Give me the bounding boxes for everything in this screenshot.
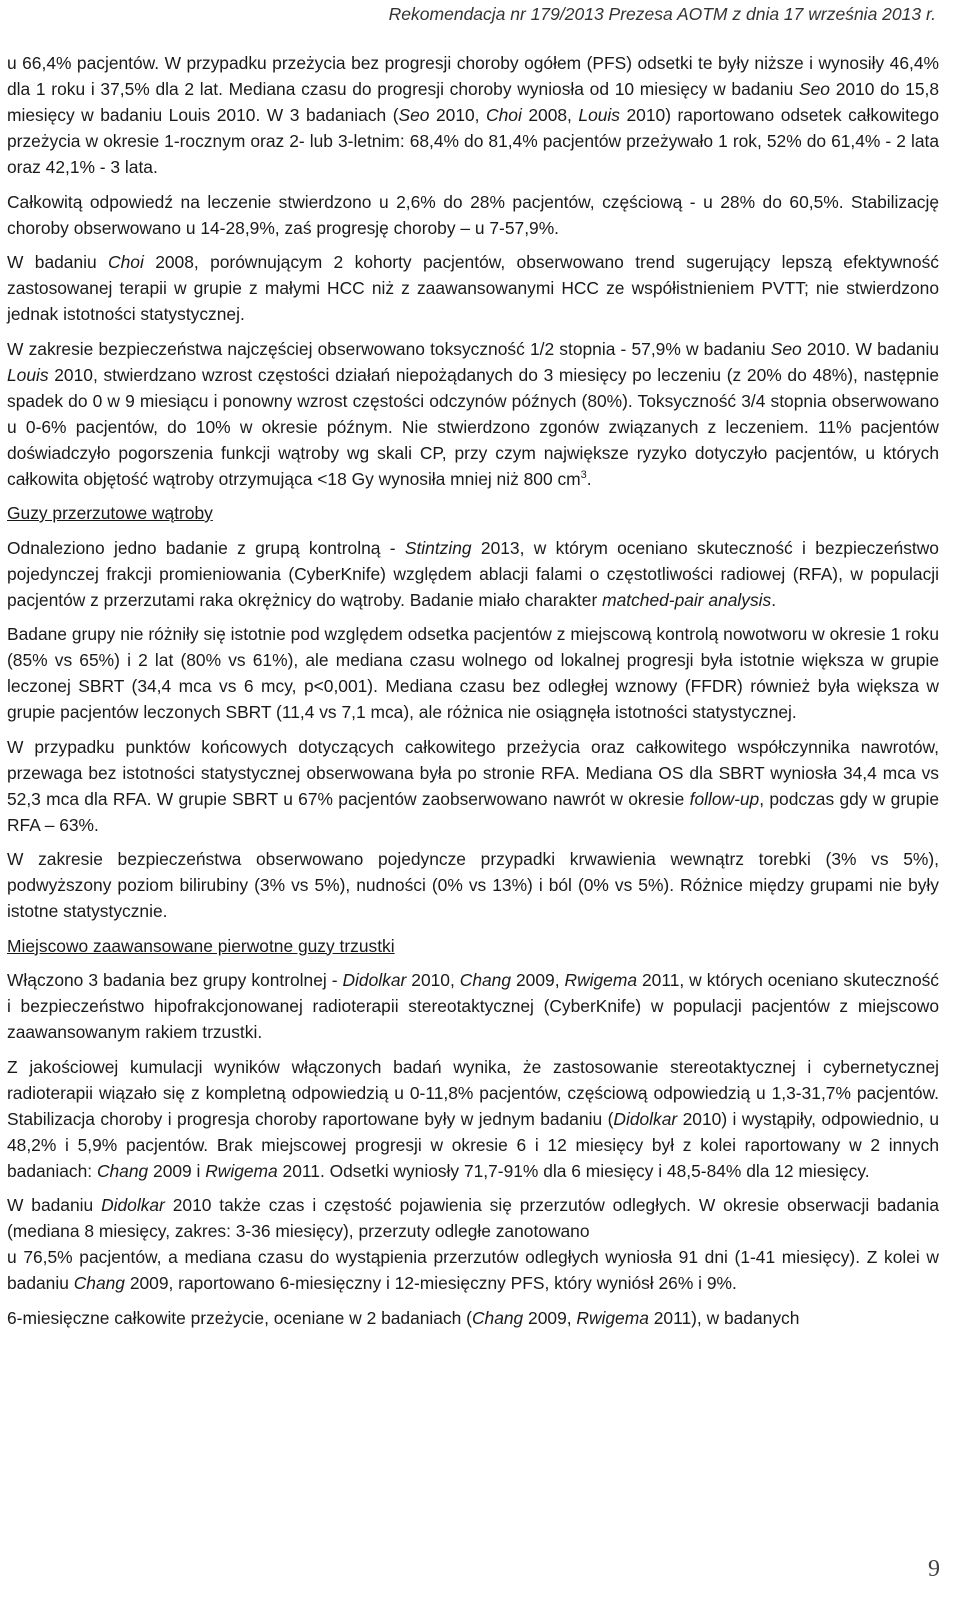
text-segment: Miejscowo zaawansowane pierwotne guzy trzustki xyxy=(7,935,395,956)
running-header: Rekomendacja nr 179/2013 Prezesa AOTM z dnia 17 września 2013 r. xyxy=(388,4,936,24)
paragraph xyxy=(7,967,939,1045)
italic-text: Rwigema xyxy=(564,970,637,990)
text-segment: . xyxy=(586,468,592,489)
text-segment: Całkowitą odpowiedź na leczenie stwierdzono u 2,6% do 28% pacjentów, częściową - u 28% do 60,5%. Stabilizację choroby obserwowano u 14-28,9%, zaś progresję choroby – u 7-57,9%. xyxy=(7,191,939,238)
paragraph xyxy=(7,1192,939,1296)
text-segment: Badane grupy nie różniły się istotnie pod względem odsetka pacjentów z miejscową kontrolą nowotworu w okresie 1 roku (85% vs 65%) i 2 lat (80% vs 61%), ale mediana czasu wolnego od lokalnej progresji była istotnie większa w grupie leczonej SBRT (34,4 mca vs 6 mcy, p<0,001). Mediana czasu bez odległej wznowy (FFDR) również była większa w grupie pacjentów leczonych SBRT (11,4 vs 7,1 mca), ale różnica nie osiągnęła istotności statystycznej. xyxy=(7,624,939,722)
text-segment: W badaniu xyxy=(7,1195,102,1215)
paragraph xyxy=(7,621,939,725)
text-segment: Włączono 3 badania bez grupy kontrolnej - xyxy=(7,970,343,990)
italic-text: Didolkar xyxy=(613,1108,678,1129)
italic-text: Chang xyxy=(459,970,512,990)
document-body xyxy=(7,50,939,1339)
text-segment: 2010) i wystąpiły, odpowiednio, u 48,2% i 5,9% pacjentów. Brak miejscowej progresji w okresie 6 i 12 miesięcy był z kolei raportowany w 2 innych badaniach: xyxy=(7,1108,939,1181)
section-heading xyxy=(7,500,939,526)
italic-text: Stintzing xyxy=(404,537,472,558)
text-segment: 2011), w badanych xyxy=(648,1307,800,1328)
text-segment: W przypadku punktów końcowych dotyczących całkowitego przeżycia oraz całkowitego współczynnika nawrotów, przewaga bez istotności statystycznej obserwowana była po stronie RFA. Mediana OS dla SBRT wyniosła 34,4 mca vs 52,3 mca dla RFA. W grupie SBRT u 67% pacjentów zaobserwowano nawrót w okresie xyxy=(7,736,939,809)
paragraph xyxy=(7,1305,939,1331)
italic-text: Chang xyxy=(96,1160,149,1181)
paragraph xyxy=(7,734,939,838)
text-segment: 2009, xyxy=(511,970,565,990)
text-segment: 2010. W badaniu xyxy=(801,338,939,359)
text-segment: W zakresie bezpieczeństwa najczęściej obserwowano toksyczność 1/2 stopnia - 57,9% w badaniu xyxy=(7,338,771,359)
italic-text: Seo xyxy=(799,79,830,99)
italic-text: Louis xyxy=(7,364,49,385)
text-segment: 2010, xyxy=(406,970,460,990)
italic-text: matched-pair analysis xyxy=(602,589,772,610)
text-segment: 2008, porównującym 2 kohorty pacjentów, obserwowano trend sugerujący lepszą efektywność zastosowanej terapii w grupie z małymi HCC niż z zaawansowanymi HCC ze współistnieniem PVTT; nie stwierdzono jednak istotności statystycznej. xyxy=(7,252,939,324)
text-segment: 2010 także czas i częstość pojawienia się przerzutów odległych. W okresie obserwacji badania (mediana 8 miesięcy, zakres: 3-36 miesięcy), przerzuty odległe zanotowano xyxy=(7,1195,939,1241)
text-segment: 2010, stwierdzano wzrost częstości działań niepożądanych do 3 miesięcy po leczeniu (z 20% do 48%), następnie spadek do 0 w 9 miesiącu i ponowny wzrost częstości odczynów późnych (80%). Toksyczność 3/4 stopnia obserwowano u 0-6% pacjentów, do 10% w okresie późnym. Nie stwierdzono zgonów związanych z leczeniem. 11% pacjentów doświadczyło pogorszenia funkcji wątroby wg skali CP, przy czym największe ryzyko dotyczyło pacjentów, u których całkowita objętość wątroby otrzymująca <18 Gy wynosiła mniej niż 800 cm xyxy=(7,364,939,489)
text-segment: Z jakościowej kumulacji wyników włączonych badań wynika, że zastosowanie stereotaktycznej i cybernetycznej radioterapii wiązało się z kompletną odpowiedzią u 0-11,8% pacjentów, częściową odpowiedzią u 1,3-31,7% pacjentów. Stabilizacja choroby i progresja choroby raportowane były w jednym badaniu ( xyxy=(7,1056,939,1129)
text-segment: 2009, raportowano 6-miesięczny i 12-miesięczny PFS, który wyniósł 26% i 9%. xyxy=(124,1273,737,1293)
italic-text: Rwigema xyxy=(576,1307,649,1328)
text-segment: W zakresie bezpieczeństwa obserwowano pojedyncze przypadki krwawienia wewnątrz torebki (3% vs 5%), podwyższony poziom bilirubiny (3% vs 5%), nudności (0% vs 13%) i ból (0% vs 5%). Różnice między grupami nie były istotne statystycznie. xyxy=(7,849,939,921)
italic-text: Chang xyxy=(73,1273,125,1293)
section-heading xyxy=(7,933,939,959)
text-segment: 2010 do 15,8 miesięcy w badaniu Louis 2010. W 3 badaniach ( xyxy=(7,79,939,125)
page-number: 9 xyxy=(928,1556,940,1582)
text-segment: 2013, w którym oceniano skuteczność i bezpieczeństwo pojedynczej frakcji promieniowania (CyberKnife) względem ablacji falami o częstotliwości radiowej (RFA), w populacji pacjentów z przerzutami raka okrężnicy do wątroby. Badanie miało charakter xyxy=(7,537,939,610)
text-segment: 2010, xyxy=(429,105,487,125)
paragraph xyxy=(7,846,939,924)
paragraph xyxy=(7,189,939,241)
italic-text: follow-up xyxy=(689,788,760,809)
text-segment: u 76,5% pacjentów, a mediana czasu do wystąpienia przerzutów odległych wyniosła 91 dni (1-41 miesięcy). Z kolei w badaniu xyxy=(7,1247,939,1293)
italic-text: Choi xyxy=(486,105,522,125)
text-segment: u 66,4% pacjentów. W przypadku przeżycia bez progresji choroby ogółem (PFS) odsetki te były niższe i wynosiły 46,4% dla 1 roku i 37,5% dla 2 lat. Mediana czasu do progresji choroby wyniosła od 10 miesięcy w badaniu xyxy=(7,53,939,99)
text-segment: 2011. Odsetki wyniosły 71,7-91% dla 6 miesięcy i 48,5-84% dla 12 miesięcy. xyxy=(277,1160,870,1181)
text-segment: 2010) raportowano odsetek całkowitego przeżycia w okresie 1-rocznym oraz 2- lub 3-letnim: 68,4% do 81,4% pacjentów przeżywało 1 rok, 52% do 61,4% - 2 lata oraz 42,1% - 3 lata. xyxy=(7,105,940,177)
text-segment: 6-miesięczne całkowite przeżycie, oceniane w 2 badaniach ( xyxy=(7,1307,472,1328)
italic-text: Didolkar xyxy=(101,1195,165,1215)
paragraph xyxy=(7,249,939,327)
text-segment: Guzy przerzutowe wątroby xyxy=(7,503,213,523)
italic-text: Didolkar xyxy=(342,970,407,990)
italic-text: Rwigema xyxy=(205,1160,278,1181)
italic-text: Louis xyxy=(578,105,620,125)
superscript: 3 xyxy=(580,468,587,481)
italic-text: Choi xyxy=(108,252,144,272)
paragraph xyxy=(7,50,939,180)
paragraph xyxy=(7,336,939,492)
text-segment: , podczas gdy w grupie RFA – 63%. xyxy=(7,788,939,835)
text-segment: 2011, w których oceniano skuteczność i bezpieczeństwo hipofrakcjonowanej radioterapii stereotaktycznej (CyberKnife) w populacji pacjentów z miejscowo zaawansowanym rakiem trzustki. xyxy=(7,970,940,1042)
paragraph xyxy=(7,1054,939,1184)
italic-text: Chang xyxy=(471,1307,524,1328)
text-segment: W badaniu xyxy=(7,252,109,272)
text-segment: 2009, xyxy=(523,1307,577,1328)
italic-text: Seo xyxy=(770,338,802,359)
text-segment: . xyxy=(771,589,777,610)
italic-text: Seo xyxy=(398,105,430,125)
text-segment: 2008, xyxy=(521,105,579,125)
text-segment: 2009 i xyxy=(148,1160,206,1181)
paragraph xyxy=(7,535,939,613)
text-segment: Odnaleziono jedno badanie z grupą kontrolną - xyxy=(7,537,405,558)
